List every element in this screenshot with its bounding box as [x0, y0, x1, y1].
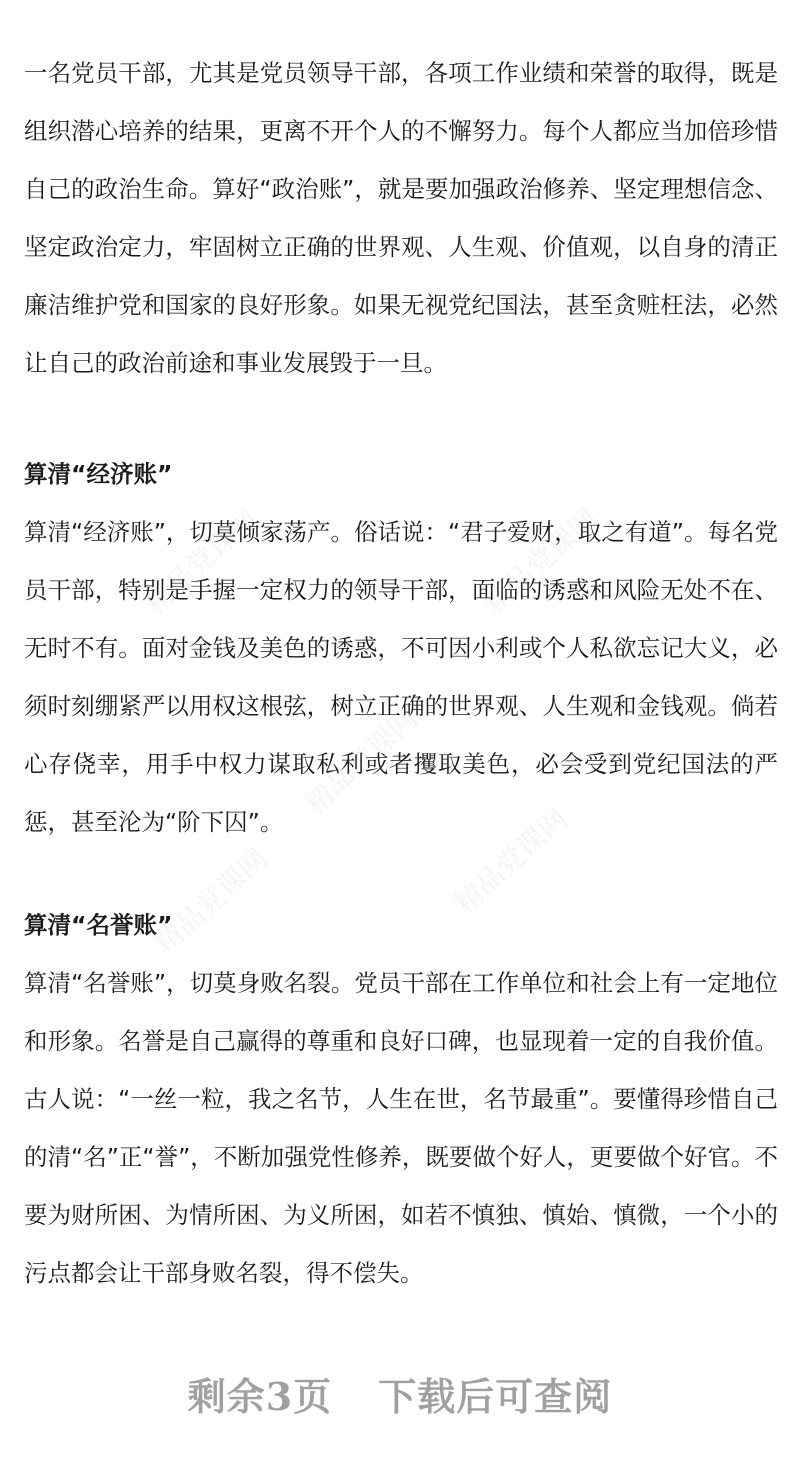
heading-reputation-account: 算清“名誉账” — [24, 911, 173, 939]
paragraph-economic: 算清“经济账”，切莫倾家荡产。俗话说：“君子爱财，取之有道”。每名党员干部，特别是手握一定权力的领导干部，面临的诱惑和风险无处不在、无时不有。面对金钱及美色的诱惑，不可因小利或个人私欲忘记大义，必须时刻绷紧严以用权这根弦，树立正确的世界观、人生观和金钱观。倘若心存侥幸，用手中权力谋取私利或者攫取美色，必会受到党纪国法的严惩，甚至沦为“阶下囚”。 — [24, 518, 778, 836]
watermark: 精品党课网 — [297, 702, 425, 821]
heading-economic-account: 算清“经济账” — [24, 460, 173, 488]
watermark: 精品党课网 — [477, 502, 605, 621]
download-prompt[interactable] — [0, 1366, 800, 1421]
watermark: 精品党课网 — [137, 502, 265, 621]
watermark: 精品党课网 — [147, 842, 275, 961]
watermark: 精品党课网 — [447, 802, 575, 921]
paragraph-reputation: 算清“名誉账”，切莫身败名裂。党员干部在工作单位和社会上有一定地位和形象。名誉是自己赢得的尊重和良好口碑，也显现着一定的自我价值。古人说：“一丝一粒，我之名节，人生在世，名节最重”。要懂得珍惜自己的清“名”正“誉”，不断加强党性修养，既要做个好人，更要做个好官。不要为财所困、为情所困、为义所困，如若不慎独、慎始、慎微，一个小的污点都会让干部身败名裂，得不偿失。 — [24, 969, 778, 1287]
download-to-view-text: 下载后可查阅 — [378, 1374, 613, 1419]
paragraph-political: 一名党员干部，尤其是党员领导干部，各项工作业绩和荣誉的取得，既是组织潜心培养的结果，更离不开个人的不懈努力。每个人都应当加倍珍惜自己的政治生命。算好“政治账”，就是要加强政治修养、坚定理想信念、坚定政治定力，牢固树立正确的世界观、人生观、价值观，以自身的清正廉洁维护党和国家的良好形象。如果无视党纪国法，甚至贪赃枉法，必然让自己的政治前途和事业发展毁于一旦。 — [24, 59, 778, 377]
remaining-pages-text: 剩余3页 — [187, 1374, 333, 1419]
